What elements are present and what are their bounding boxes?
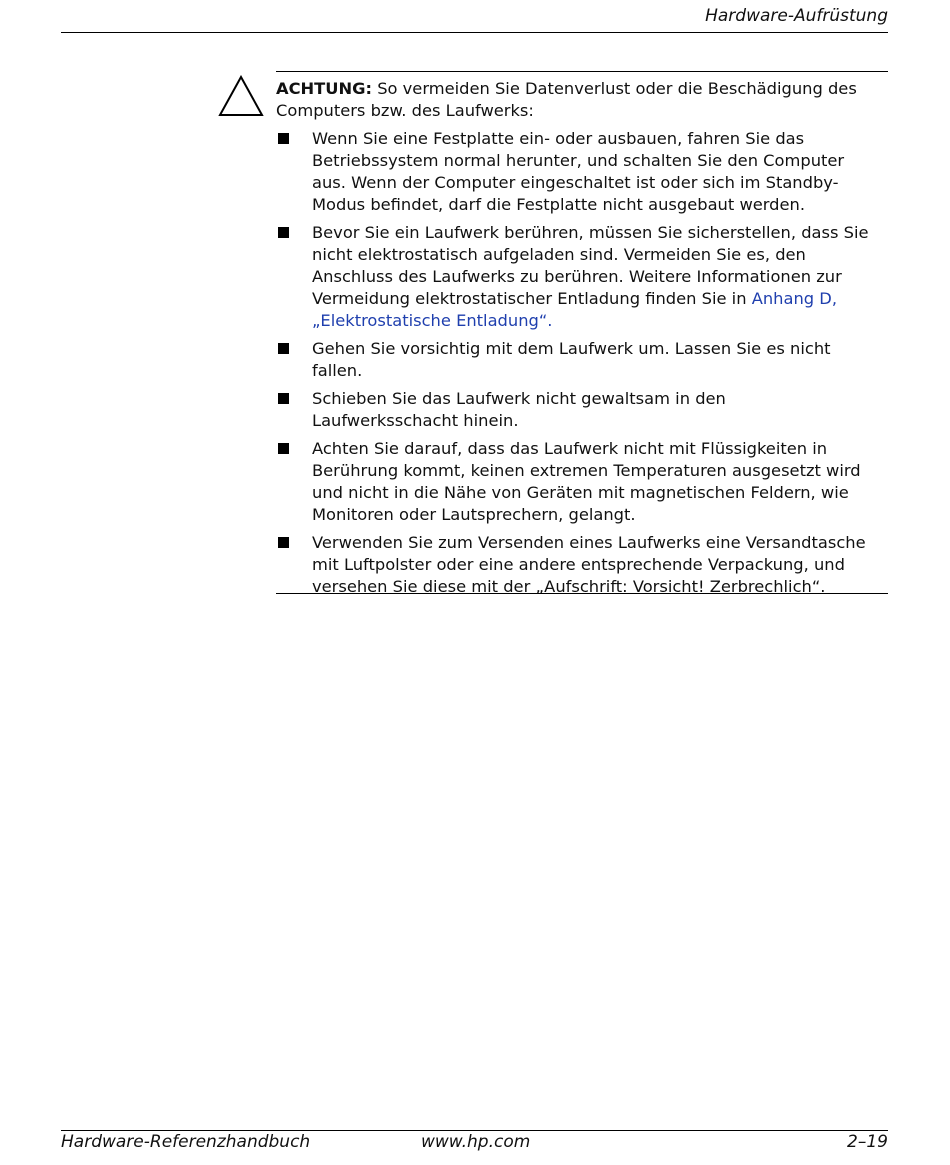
list-item-text: Wenn Sie eine Festplatte ein- oder ausbauen, fahren Sie das Betriebssystem normal herunter, und schalten Sie den Computer aus. Wenn der Computer eingeschaltet ist oder sich im Standby-Modus befindet, darf die Festplatte nicht ausgebaut werden. xyxy=(312,129,845,214)
list-item-text: Achten Sie darauf, dass das Laufwerk nicht mit Flüssigkeiten in Berührung kommt, keinen extremen Temperaturen ausgesetzt wird und nicht in die Nähe von Geräten mit magnetischen Feldern, wie Monitoren oder Lautsprechern, gelangt. xyxy=(312,439,861,524)
list-item-text: Schieben Sie das Laufwerk nicht gewaltsam in den Laufwerksschacht hinein. xyxy=(312,389,726,430)
square-bullet-icon xyxy=(278,537,289,548)
footer-manual-title: Hardware-Referenzhandbuch xyxy=(61,1132,311,1152)
list-item xyxy=(276,222,876,332)
page-number: 2–19 xyxy=(847,1132,888,1152)
list-item-text: Gehen Sie vorsichtig mit dem Laufwerk um. Lassen Sie es nicht fallen. xyxy=(312,339,831,380)
caution-bottom-rule xyxy=(276,593,888,594)
list-item xyxy=(276,338,876,382)
caution-intro xyxy=(276,78,876,122)
warning-triangle-icon xyxy=(218,75,264,117)
footer-website: www.hp.com xyxy=(421,1132,531,1152)
list-item xyxy=(276,438,876,526)
caution-block xyxy=(276,78,876,604)
caution-label: ACHTUNG: xyxy=(276,79,373,98)
caution-intro-text: So vermeiden Sie Datenverlust oder die Beschädigung des Computers bzw. des Laufwerks: xyxy=(276,79,857,120)
list-item xyxy=(276,128,876,216)
list-item xyxy=(276,388,876,432)
caution-top-rule xyxy=(276,71,888,72)
square-bullet-icon xyxy=(278,443,289,454)
square-bullet-icon xyxy=(278,393,289,404)
square-bullet-icon xyxy=(278,227,289,238)
appendix-d-link[interactable]: Anhang D, „Elektrostatische Entladung“. xyxy=(312,289,837,330)
list-item-text: Verwenden Sie zum Versenden eines Laufwerks eine Versandtasche mit Luftpolster oder eine andere entsprechende Verpackung, und versehen Sie diese mit der „Aufschrift: Vorsicht! Zerbrechlich“. xyxy=(312,533,866,596)
list-item xyxy=(276,532,876,598)
footer-rule xyxy=(61,1130,888,1131)
caution-list xyxy=(276,128,876,598)
header-rule xyxy=(61,32,888,33)
square-bullet-icon xyxy=(278,133,289,144)
list-item-text: Bevor Sie ein Laufwerk berühren, müssen Sie sicherstellen, dass Sie nicht elektrostatisch aufgeladen sind. Vermeiden Sie es, den Anschluss des Laufwerks zu berühren. Weitere Informationen zur Vermeidung elektrostatischer Entladung finden Sie in xyxy=(312,223,869,308)
running-header-title: Hardware-Aufrüstung xyxy=(705,6,888,26)
square-bullet-icon xyxy=(278,343,289,354)
